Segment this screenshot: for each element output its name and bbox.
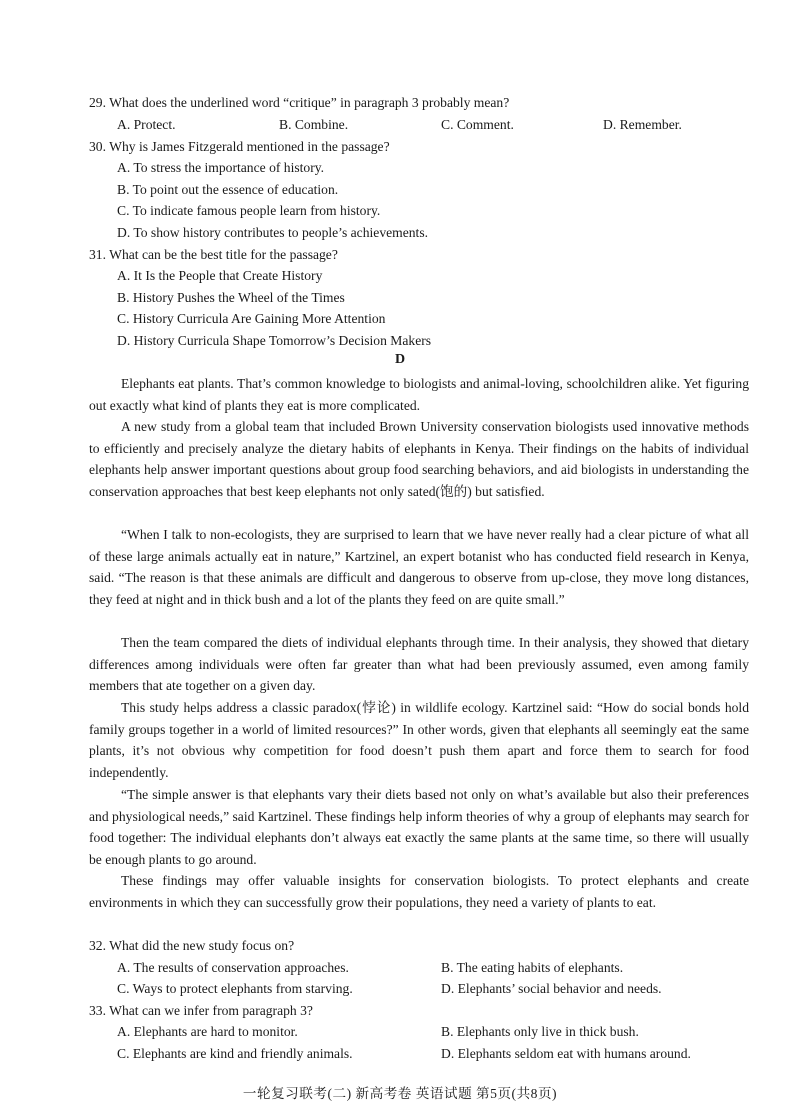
- q32-option-b: B. The eating habits of elephants.: [441, 960, 624, 975]
- question-32: 32. What did the new study focus on?: [89, 938, 295, 953]
- question-30: 30. Why is James Fitzgerald mentioned in the passage?: [89, 139, 390, 154]
- q30-option-c: C. To indicate famous people learn from history.: [117, 203, 381, 218]
- q33-option-b: B. Elephants only live in thick bush.: [441, 1024, 639, 1039]
- q29-option-c: C. Comment.: [441, 117, 514, 132]
- paragraph-3: “When I talk to non-ecologists, they are surprised to learn that we have never really had a clear picture of what all of these large animals actually eat in nature,” Kartzinel, an expert botanist who has conducted field research in Kenya, said. “The reason is that these animals are difficult and dangerous to observe from up-close, they move long distances, they feed at night and in thick bush and a lot of the plants they feed on are quite small.”: [89, 527, 749, 607]
- paragraph-2: A new study from a global team that included Brown University conservation biologists used innovative methods to efficiently and precisely analyze the dietary habits of elephants in Kenya. Their findings on the habits of individual elephants help answer important questions about group food searching behaviors, and aid biologists in understanding the conservation approaches that best keep elephants not only sated(饱的) but satisfied.: [89, 419, 749, 499]
- q29-option-a: A. Protect.: [117, 117, 176, 132]
- q31-option-d: D. History Curricula Shape Tomorrow’s Decision Makers: [117, 333, 432, 348]
- q31-option-a: A. It Is the People that Create History: [117, 268, 323, 283]
- paragraph-5: This study helps address a classic paradox(悖论) in wildlife ecology. Kartzinel said: “How do social bonds hold family groups together in a world of limited resources?” In other words, given that elephants all seemingly eat the same plants, it’s not obvious why competition for food doesn’t push them apart and force them to search for food independently.: [89, 700, 749, 780]
- paragraph-6: “The simple answer is that elephants vary their diets based not only on what’s available but also their preferences and physiological needs,” said Kartzinel. These findings help inform theories of why a group of elephants may search for food together: The individual elephants don’t always eat exactly the same plants at the same time, so there will usually be enough plants to go around.: [89, 787, 749, 867]
- q30-option-a: A. To stress the importance of history.: [117, 160, 325, 175]
- page-footer: 一轮复习联考(二) 新高考卷 英语试题 第5页(共8页): [242, 1086, 558, 1101]
- paragraph-1: Elephants eat plants. That’s common knowledge to biologists and animal-loving, schoolchildren alike. Yet figuring out exactly what kind of plants they eat is more complicated.: [89, 376, 749, 413]
- q32-option-c: C. Ways to protect elephants from starving.: [117, 981, 353, 996]
- paragraph-4: Then the team compared the diets of individual elephants through time. In their analysis, they showed that dietary differences among individuals were often far greater than what had been previously assumed, even among family members that ate together on a given day.: [89, 635, 749, 694]
- q33-option-a: A. Elephants are hard to monitor.: [117, 1024, 298, 1039]
- q29-option-b: B. Combine.: [279, 117, 349, 132]
- question-31: 31. What can be the best title for the passage?: [89, 247, 338, 262]
- section-heading: D: [394, 352, 406, 367]
- paragraph-7: These findings may offer valuable insights for conservation biologists. To protect elephants and create environments in which they can successfully grow their populations, they need a variety of plants to eat.: [89, 873, 749, 910]
- q33-option-d: D. Elephants seldom eat with humans around.: [441, 1046, 691, 1061]
- q30-option-d: D. To show history contributes to people’s achievements.: [117, 225, 429, 240]
- question-29: 29. What does the underlined word “critique” in paragraph 3 probably mean?: [89, 95, 510, 110]
- q30-option-b: B. To point out the essence of education.: [117, 182, 339, 197]
- q33-option-c: C. Elephants are kind and friendly animals.: [117, 1046, 353, 1061]
- q31-option-c: C. History Curricula Are Gaining More Attention: [117, 311, 386, 326]
- q31-option-b: B. History Pushes the Wheel of the Times: [117, 290, 345, 305]
- question-33: 33. What can we infer from paragraph 3?: [89, 1003, 313, 1018]
- q32-option-a: A. The results of conservation approaches.: [117, 960, 349, 975]
- q32-option-d: D. Elephants’ social behavior and needs.: [441, 981, 662, 996]
- q29-option-d: D. Remember.: [603, 117, 682, 132]
